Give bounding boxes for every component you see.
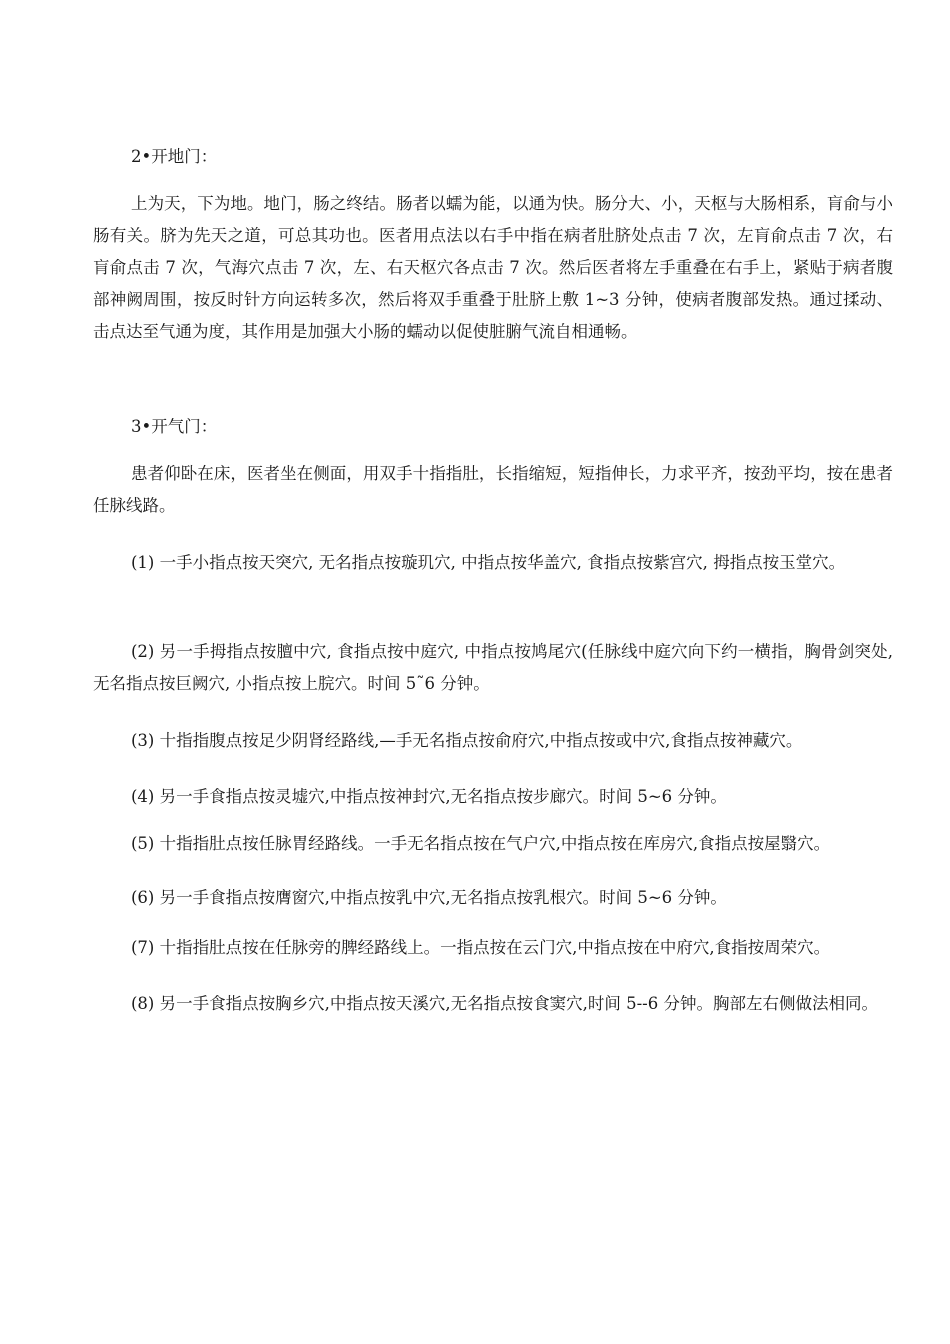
step-item-3: (3) 十指指腹点按足少阴肾经路线,—手无名指点按俞府穴,中指点按或中穴,食指点按神藏穴。: [131, 731, 803, 750]
paragraph-qi-gate-intro: 患者仰卧在床，医者坐在侧面，用双手十指指肚，长指缩短，短指伸长，力求平齐，按劲平均，按在患者任脉线路。: [93, 464, 893, 515]
step-item-8: (8) 另一手食指点按胸乡穴,中指点按天溪穴,无名指点按食窦穴,时间 5--6 分钟。胸部左右侧做法相同。: [131, 994, 878, 1013]
step-item-6: (6) 另一手食指点按膺窗穴,中指点按乳中穴,无名指点按乳根穴。时间 5~6 分钟。: [131, 888, 727, 907]
paragraph-earth-gate-body: 上为天，下为地。地门，肠之终结。肠者以蠕为能，以通为快。肠分大、小，天枢与大肠相系，肓俞与小肠有关。脐为先天之道，可总其功也。医者用点法以右手中指在病者肚脐处点击 7 次，左肓俞点击 7 次，右肓俞点击 7 次，气海穴点击 7 次，左、右天枢穴各点击 7 次。然后医者将左手重叠在右手上，紧贴于病者腹部神阙周围，按反时针方向运转多次，然后将双手重叠于肚脐上敷 1~3 分钟，使病者腹部发热。通过揉动、击点达至气通为度，其作用是加强大小肠的蠕动以促使脏腑气流自相通畅。: [93, 194, 893, 341]
section-heading-earth-gate: 2•开地门：: [131, 147, 218, 166]
step-item-4: (4) 另一手食指点按灵墟穴,中指点按神封穴,无名指点按步廊穴。时间 5~6 分钟。: [131, 787, 727, 806]
step-item-2: (2) 另一手拇指点按膻中穴, 食指点按中庭穴, 中指点按鸠尾穴(任脉线中庭穴向下约一横指，胸骨剑突处, 无名指点按巨阙穴, 小指点按上脘穴。时间 5˜6 分钟。: [93, 642, 893, 693]
section-heading-qi-gate: 3•开气门：: [131, 417, 218, 436]
step-item-7: (7) 十指指肚点按在任脉旁的脾经路线上。一指点按在云门穴,中指点按在中府穴,食指按周荣穴。: [131, 938, 831, 957]
step-item-5: (5) 十指指肚点按任脉胃经路线。一手无名指点按在气户穴,中指点按在库房穴,食指点按屋翳穴。: [131, 834, 831, 853]
step-item-1: (1) 一手小指点按天突穴, 无名指点按璇玑穴, 中指点按华盖穴, 食指点按紫宫穴, 拇指点按玉堂穴。: [131, 553, 846, 572]
